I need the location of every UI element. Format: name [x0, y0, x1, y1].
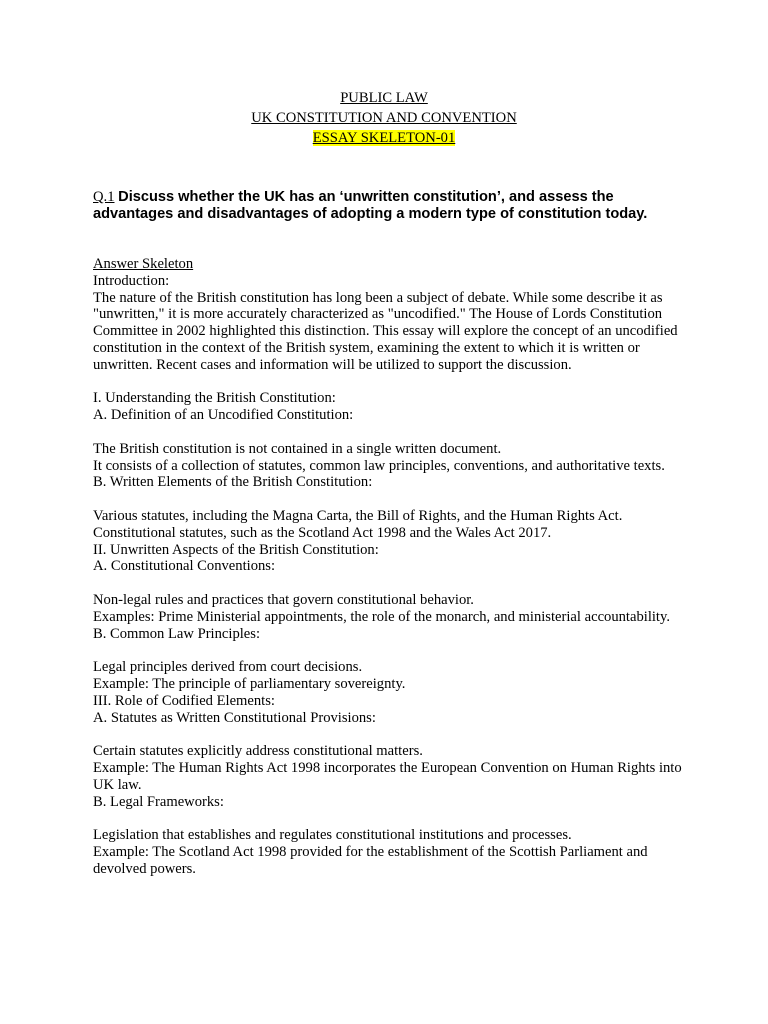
section-2-title: II. Unwritten Aspects of the British Constitution:: [93, 541, 379, 558]
question-text: Discuss whether the UK has an ‘unwritten constitution’, and assess the advantages and disadvantages of adopting a modern type of constitution today.: [93, 189, 648, 222]
header-title: PUBLIC LAW: [340, 90, 428, 106]
section-2a-line-1: Non-legal rules and practices that govern constitutional behavior.: [93, 591, 474, 608]
section-3b-line-2: Example: The Scotland Act 1998 provided for the establishment of the Scottish Parliament and devolved powers.: [93, 843, 648, 877]
section-1a-line-2: It consists of a collection of statutes, common law principles, conventions, and authoritative texts.: [93, 457, 665, 474]
section-3a-title: A. Statutes as Written Constitutional Provisions:: [93, 709, 376, 726]
section-2b-line-2: Example: The principle of parliamentary sovereignty.: [93, 675, 406, 692]
answer-heading: Answer Skeleton: [93, 256, 194, 272]
intro-paragraph: The nature of the British constitution has long been a subject of debate. While some describe it as "unwritten," it is more accurately characterized as "uncodified." The House of Lords Constitution Committee in 2002 highlighted this distinction. This essay will explore the concept of an uncodified constitution in the context of the British system, examining the extent to which it is written or unwritten. Recent cases and information will be utilized to support the discussion.: [93, 289, 678, 373]
section-1a-title: A. Definition of an Uncodified Constitution:: [93, 407, 354, 424]
section-3a-line-1: Certain statutes explicitly address constitutional matters.: [93, 743, 423, 760]
header-essay-label: ESSAY SKELETON-01: [312, 130, 456, 146]
document-header: [0, 88, 768, 148]
section-3b-title: B. Legal Frameworks:: [93, 793, 224, 810]
section-3b-line-1: Legislation that establishes and regulates constitutional institutions and processes.: [93, 827, 572, 844]
intro-label: Introduction:: [93, 272, 170, 289]
section-1b-line-1: Various statutes, including the Magna Carta, the Bill of Rights, and the Human Rights Act.: [93, 507, 623, 524]
section-1-title: I. Understanding the British Constitution:: [93, 390, 336, 407]
section-1b-line-2: Constitutional statutes, such as the Scotland Act 1998 and the Wales Act 2017.: [93, 524, 552, 541]
answer-body: [93, 256, 683, 877]
section-1a-line-1: The British constitution is not contained in a single written document.: [93, 440, 502, 457]
header-subtitle: UK CONSTITUTION AND CONVENTION: [251, 110, 517, 126]
section-3-title: III. Role of Codified Elements:: [93, 692, 275, 709]
question-number: Q.1: [93, 189, 115, 205]
section-3a-line-2: Example: The Human Rights Act 1998 incorporates the European Convention on Human Rights into UK law.: [93, 759, 682, 793]
section-2a-line-2: Examples: Prime Ministerial appointments, the role of the monarch, and ministerial accountability.: [93, 608, 670, 625]
section-2a-title: A. Constitutional Conventions:: [93, 558, 276, 575]
question-block: [93, 189, 683, 223]
section-2b-line-1: Legal principles derived from court decisions.: [93, 659, 363, 676]
section-1b-title: B. Written Elements of the British Constitution:: [93, 474, 373, 491]
section-2b-title: B. Common Law Principles:: [93, 625, 261, 642]
